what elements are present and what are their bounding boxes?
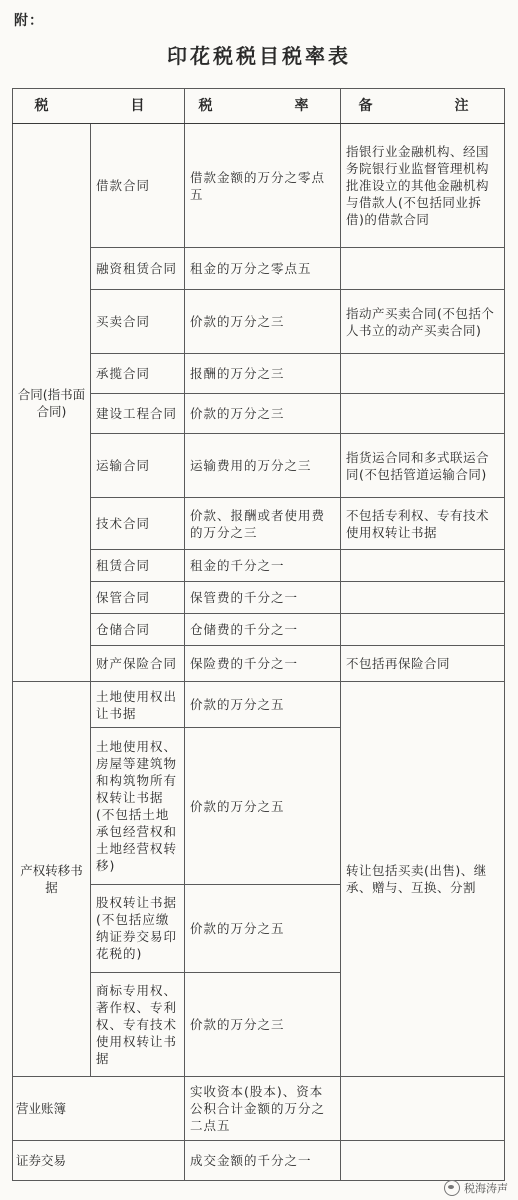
row-note bbox=[341, 582, 505, 614]
row-item: 技术合同 bbox=[91, 498, 185, 550]
row-item: 保管合同 bbox=[91, 582, 185, 614]
wechat-icon bbox=[444, 1180, 460, 1196]
row-item: 买卖合同 bbox=[91, 290, 185, 354]
row-item: 融资租赁合同 bbox=[91, 248, 185, 290]
row-item: 承揽合同 bbox=[91, 354, 185, 394]
row-item: 股权转让书据(不包括应缴纳证券交易印花税的) bbox=[91, 884, 185, 972]
category-ledger: 营业账簿 bbox=[13, 1076, 185, 1140]
row-rate: 价款的万分之五 bbox=[185, 884, 341, 972]
table-row bbox=[13, 682, 505, 728]
row-note bbox=[341, 550, 505, 582]
row-rate: 报酬的万分之三 bbox=[185, 354, 341, 394]
row-item: 财产保险合同 bbox=[91, 646, 185, 682]
row-rate: 成交金额的千分之一 bbox=[185, 1140, 341, 1180]
category-contract: 合同(指书面合同) bbox=[13, 124, 91, 682]
row-item: 商标专用权、著作权、专利权、专有技术使用权转让书据 bbox=[91, 972, 185, 1076]
row-rate: 价款的万分之三 bbox=[185, 290, 341, 354]
row-note bbox=[341, 614, 505, 646]
header-item: 税 目 bbox=[13, 89, 185, 124]
account-name: 税海涛声 bbox=[464, 1182, 508, 1195]
header-note: 备 注 bbox=[341, 89, 505, 124]
row-rate: 租金的千分之一 bbox=[185, 550, 341, 582]
row-rate: 实收资本(股本)、资本公积合计金额的万分之二点五 bbox=[185, 1076, 341, 1140]
row-note bbox=[341, 248, 505, 290]
row-note bbox=[341, 1076, 505, 1140]
row-note bbox=[341, 394, 505, 434]
row-item: 土地使用权、房屋等建筑物和构筑物所有权转让书据(不包括土地承包经营权和土地经营权转移) bbox=[91, 728, 185, 884]
category-securities: 证券交易 bbox=[13, 1140, 185, 1180]
row-note: 不包括再保险合同 bbox=[341, 646, 505, 682]
row-rate: 运输费用的万分之三 bbox=[185, 434, 341, 498]
table-row bbox=[13, 1140, 505, 1180]
account-watermark bbox=[444, 1180, 508, 1196]
row-note-property: 转让包括买卖(出售)、继承、赠与、互换、分割 bbox=[341, 682, 505, 1076]
row-note bbox=[341, 1140, 505, 1180]
row-note bbox=[341, 354, 505, 394]
table-header-row bbox=[13, 89, 505, 124]
row-note: 不包括专利权、专有技术使用权转让书据 bbox=[341, 498, 505, 550]
row-rate: 价款的万分之三 bbox=[185, 394, 341, 434]
table-row bbox=[13, 1076, 505, 1140]
row-rate: 保险费的千分之一 bbox=[185, 646, 341, 682]
table-row bbox=[13, 124, 505, 248]
row-item: 租赁合同 bbox=[91, 550, 185, 582]
page-title: 印花税税目税率表 bbox=[167, 44, 351, 68]
row-rate: 价款的万分之五 bbox=[185, 728, 341, 884]
row-note: 指货运合同和多式联运合同(不包括管道运输合同) bbox=[341, 434, 505, 498]
header-rate: 税 率 bbox=[185, 89, 341, 124]
row-rate: 保管费的千分之一 bbox=[185, 582, 341, 614]
attachment-label: 附： bbox=[14, 13, 44, 29]
row-item: 借款合同 bbox=[91, 124, 185, 248]
row-rate: 租金的万分之零点五 bbox=[185, 248, 341, 290]
row-item: 建设工程合同 bbox=[91, 394, 185, 434]
row-rate: 价款的万分之三 bbox=[185, 972, 341, 1076]
row-rate: 价款、报酬或者使用费的万分之三 bbox=[185, 498, 341, 550]
row-rate: 借款金额的万分之零点五 bbox=[185, 124, 341, 248]
row-item: 土地使用权出让书据 bbox=[91, 682, 185, 728]
row-item: 仓储合同 bbox=[91, 614, 185, 646]
row-rate: 价款的万分之五 bbox=[185, 682, 341, 728]
row-note: 指动产买卖合同(不包括个人书立的动产买卖合同) bbox=[341, 290, 505, 354]
category-property: 产权转移书据 bbox=[13, 682, 91, 1076]
row-rate: 仓储费的千分之一 bbox=[185, 614, 341, 646]
row-item: 运输合同 bbox=[91, 434, 185, 498]
row-note: 指银行业金融机构、经国务院银行业监督管理机构批准设立的其他金融机构与借款人(不包括同业拆借)的借款合同 bbox=[341, 124, 505, 248]
stamp-tax-rate-table bbox=[12, 88, 505, 1181]
